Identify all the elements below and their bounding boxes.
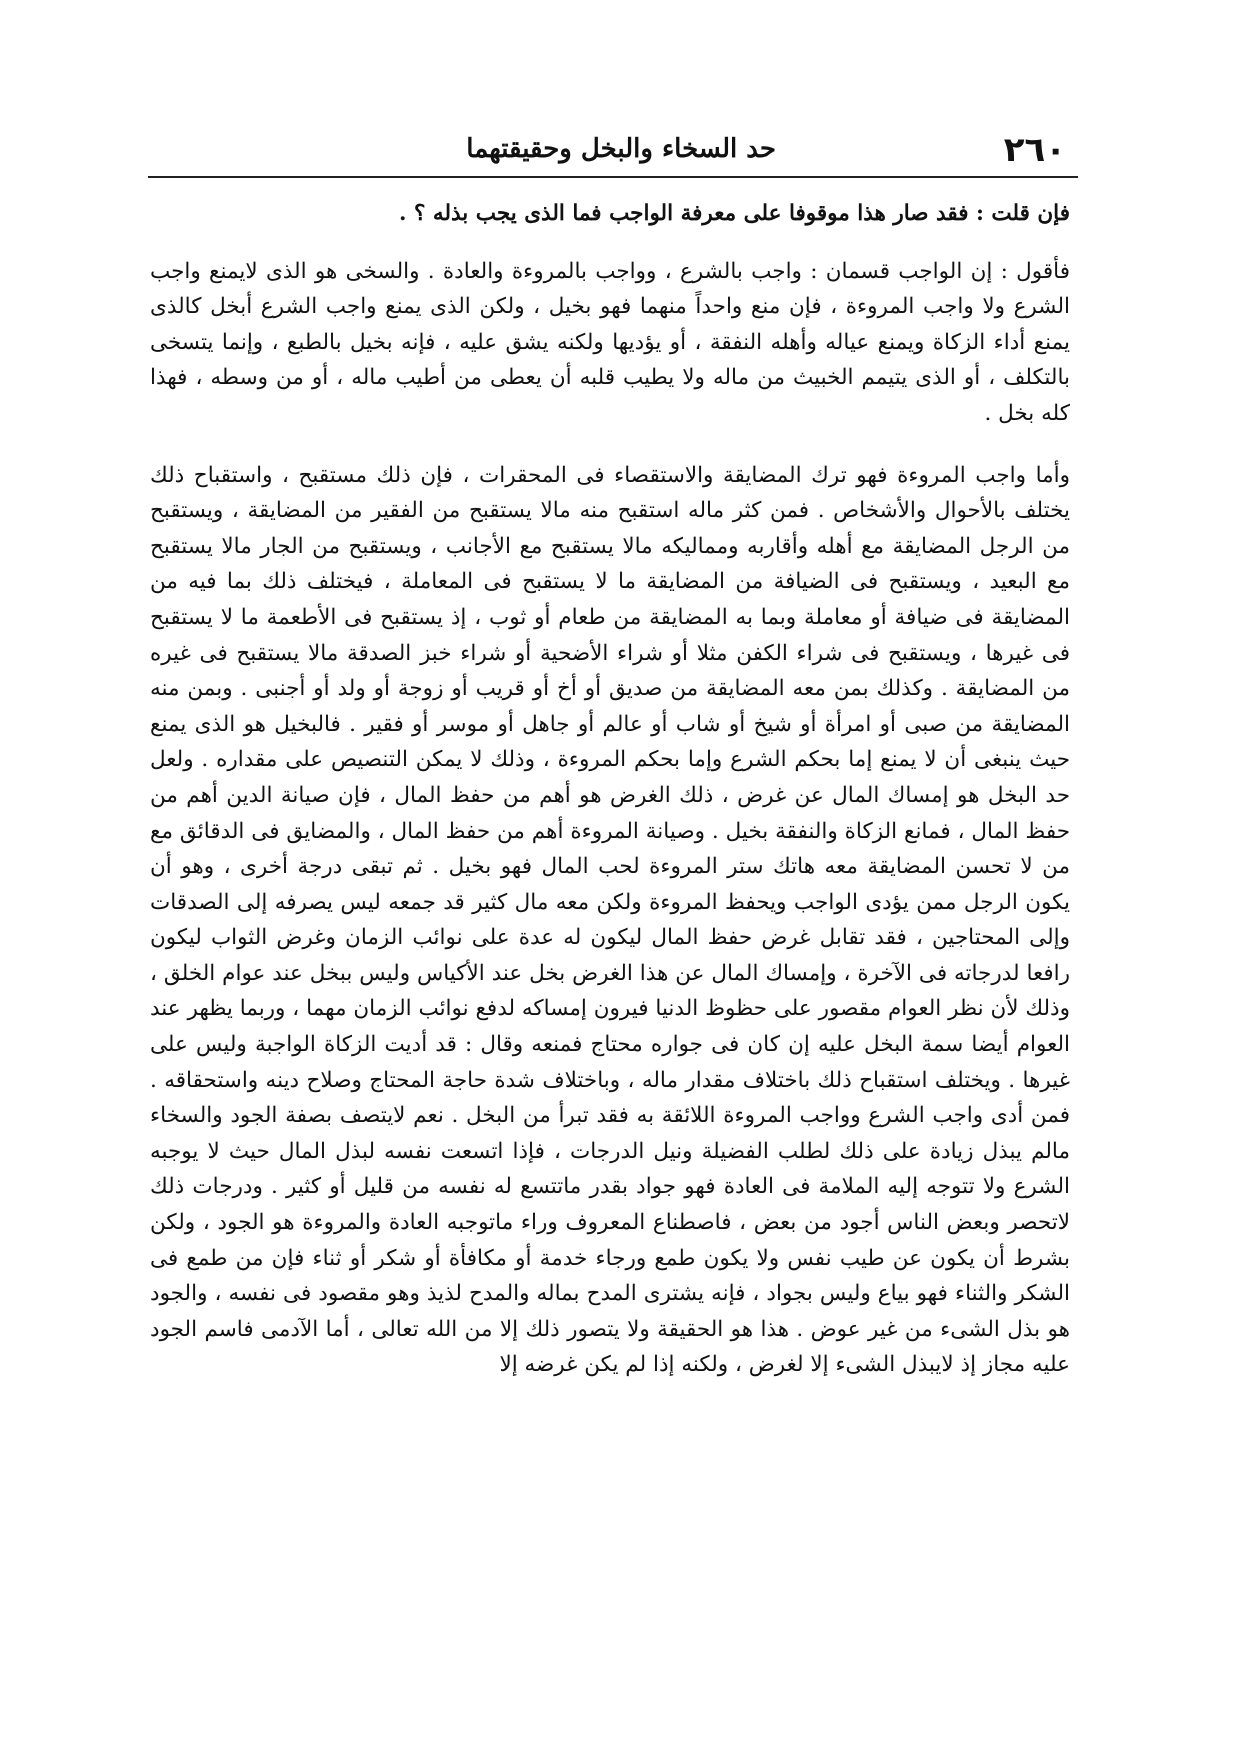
header-rule bbox=[148, 176, 1078, 178]
paragraph-muruwwa: وأما واجب المروءة فهو ترك المضايقة والاستقصاء فى المحقرات ، فإن ذلك مستقبح ، واستقباح ذلك يختلف بالأحوال والأشخاص . فمن كثر ماله استقبح منه مالا يستقبح من الفقير من المضايقة ، ويستقبح من الرجل المضايقة مع أهله وأقاربه ومماليكه مالا يستقبح مع الأجانب ، ويستقبح من الجار مالا يستقبح مع البعيد ، ويستقبح فى الضيافة من المضايقة ما لا يستقبح فى المعاملة ، فيختلف ذلك بما فيه من المضايقة فى ضيافة أو معاملة وبما به المضايقة من طعام أو ثوب ، إذ يستقبح فى الأطعمة ما لا يستقبح فى غيرها ، ويستقبح فى شراء الكفن مثلا أو شراء الأضحية أو شراء خبز الصدقة مالا يستقبح فى غيره من المضايقة . وكذلك بمن معه المضايقة من صديق أو أخ أو قريب أو زوجة أو ولد أو أجنبى . وبمن منه المضايقة من صبى أو امرأة أو شيخ أو شاب أو عالم أو جاهل أو موسر أو فقير . فالبخيل هو الذى يمنع حيث ينبغى أن لا يمنع إما بحكم الشرع وإما بحكم المروءة ، وذلك لا يمكن التنصيص على مقداره . ولعل حد البخل هو إمساك المال عن غرض ، ذلك الغرض هو أهم من حفظ المال ، فإن صيانة الدين أهم من حفظ المال ، فمانع الزكاة والنفقة بخيل . وصيانة المروءة أهم من حفظ المال ، والمضايق فى الدقائق مع من لا تحسن المضايقة معه هاتك ستر المروءة لحب المال فهو بخيل . ثم تبقى درجة أخرى ، وهو أن يكون الرجل ممن يؤدى الواجب ويحفظ المروءة ولكن معه مال كثير قد جمعه ليس يصرفه إلى الصدقات وإلى المحتاجين ، فقد تقابل غرض حفظ المال ليكون له عدة على نوائب الزمان وغرض الثواب ليكون رافعا لدرجاته فى الآخرة ، وإمساك المال عن هذا الغرض بخل عند الأكياس وليس ببخل عند عوام الخلق ، وذلك لأن نظر العوام مقصور على حظوظ الدنيا فيرون إمساكه لدفع نوائب الزمان مهما ، وربما يظهر عند العوام أيضا سمة البخل عليه إن كان فى جواره محتاج فمنعه وقال : قد أديت الزكاة الواجبة وليس على غيرها . ويختلف استقباح ذلك باختلاف مقدار ماله ، وباختلاف شدة حاجة المحتاج وصلاح دينه واستحقاقه . فمن أدى واجب الشرع وواجب المروءة اللائقة به فقد تبرأ من البخل . نعم لايتصف بصفة الجود والسخاء مالم يبذل زيادة على ذلك لطلب الفضيلة ونيل الدرجات ، فإذا اتسعت نفسه لبذل المال حيث لا يوجبه الشرع ولا تتوجه إليه الملامة فى العادة فهو جواد بقدر ماتتسع له نفسه من قليل أو كثير . ودرجات ذلك لاتحصر وبعض الناس أجود من بعض ، فاصطناع المعروف وراء ماتوجبه العادة والمروءة هو الجود ، ولكن بشرط أن يكون عن طيب نفس ولا يكون طمع ورجاء خدمة أو مكافأة أو شكر أو ثناء فإن من طمع فى الشكر والثناء فهو بياع وليس بجواد ، فإنه يشترى المدح بماله والمدح لذيذ وهو مقصود فى نفسه ، والجود هو بذل الشىء من غير عوض . هذا هو الحقيقة ولا يتصور ذلك إلا من الله تعالى ، أما الآدمى فاسم الجود عليه مجاز إذ لايبذل الشىء إلا لغرض ، ولكنه إذا لم يكن غرضه إلا bbox=[150, 462, 1070, 1378]
page-number: ٢٦٠ bbox=[1003, 130, 1066, 170]
body-text bbox=[150, 196, 1070, 1383]
page-header bbox=[148, 128, 1076, 172]
running-title: حد السخاء والبخل وحقيقتهما bbox=[466, 134, 776, 164]
paragraph-question: فإن قلت : فقد صار هذا موقوفا على معرفة الواجب فما الذى يجب بذله ؟ . bbox=[399, 201, 1070, 226]
paragraph-answer: فأقول : إن الواجب قسمان : واجب بالشرع ، وواجب بالمروءة والعادة . والسخى هو الذى لايمنع واجب الشرع ولا واجب المروءة ، فإن منع واحداً منهما فهو بخيل ، ولكن الذى يمنع واجب الشرع أبخل كالذى يمنع أداء الزكاة ويمنع عياله وأهله النفقة ، أو يؤديها ولكنه يشق عليه ، فإنه بخيل بالطبع ، وإنما يتسخى بالتكلف ، أو الذى يتيمم الخبيث من ماله ولا يطيب قلبه أن يعطى من أطيب ماله ، أو من وسطه ، فهذا كله بخل . bbox=[150, 258, 1070, 426]
